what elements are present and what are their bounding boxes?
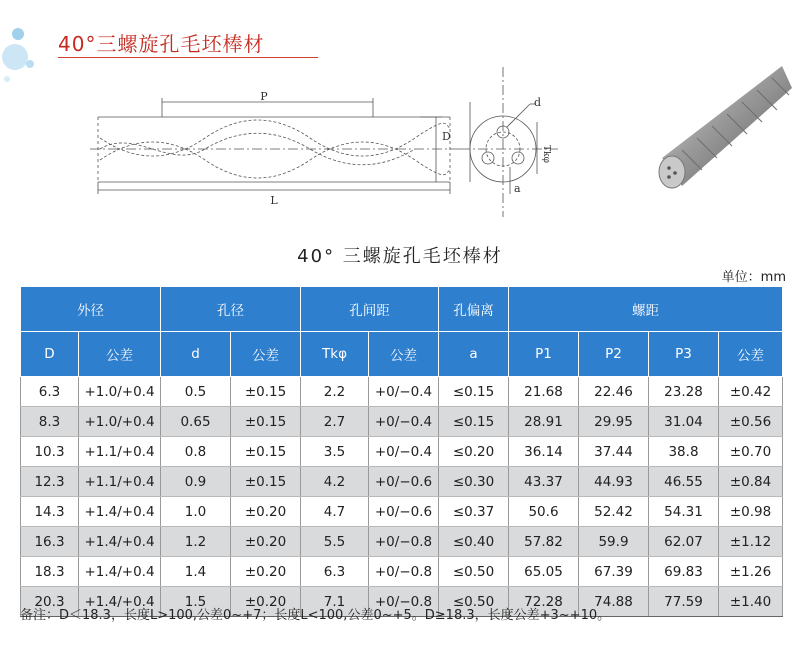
column-header: P1 [509, 332, 579, 377]
subheader-row [21, 332, 783, 377]
table-cell: ±1.12 [719, 527, 783, 557]
table-cell: ±0.98 [719, 497, 783, 527]
table-cell: 77.59 [649, 587, 719, 617]
technical-drawing [90, 62, 560, 222]
spec-table [20, 286, 783, 617]
table-cell: ≤0.37 [439, 497, 509, 527]
table-cell: 38.8 [649, 437, 719, 467]
table-cell: +0/−0.6 [369, 497, 439, 527]
table-cell: 2.7 [301, 407, 369, 437]
table-cell: 57.82 [509, 527, 579, 557]
table-cell: 0.5 [161, 377, 231, 407]
table-cell: +1.4/+0.4 [79, 497, 161, 527]
column-header: a [439, 332, 509, 377]
column-header: 公差 [231, 332, 301, 377]
table-cell: 6.3 [301, 557, 369, 587]
table-cell: 21.68 [509, 377, 579, 407]
table-cell: 20.3 [21, 587, 79, 617]
table-cell: ±1.26 [719, 557, 783, 587]
table-cell: 62.07 [649, 527, 719, 557]
unit-label: 单位：mm [721, 270, 786, 285]
table-cell: +1.0/+0.4 [79, 407, 161, 437]
table-cell: ±1.40 [719, 587, 783, 617]
group-header-hole-spacing: 孔间距 [301, 287, 439, 332]
table-cell: +1.1/+0.4 [79, 467, 161, 497]
table-cell: ≤0.15 [439, 377, 509, 407]
column-header: 公差 [719, 332, 783, 377]
decor-bubble-tiny [4, 76, 10, 82]
table-cell: ≤0.50 [439, 557, 509, 587]
column-header: D [21, 332, 79, 377]
dim-label-l: L [270, 194, 278, 207]
table-cell: 4.7 [301, 497, 369, 527]
table-cell: 23.28 [649, 377, 719, 407]
table-cell: ±0.20 [231, 587, 301, 617]
table-body [21, 377, 783, 617]
table-row [21, 497, 783, 527]
table-cell: 0.8 [161, 437, 231, 467]
table-cell: 65.05 [509, 557, 579, 587]
table-cell: ±0.15 [231, 407, 301, 437]
table-cell: 67.39 [579, 557, 649, 587]
table-title: 40° 三螺旋孔毛坯棒材 [297, 246, 503, 267]
table-cell: ≤0.30 [439, 467, 509, 497]
table-row [21, 377, 783, 407]
table-cell: ±0.20 [231, 497, 301, 527]
table-row [21, 467, 783, 497]
table-cell: 0.9 [161, 467, 231, 497]
page-title: 40°三螺旋孔毛坯棒材 [58, 32, 265, 56]
column-header: P2 [579, 332, 649, 377]
table-cell: 5.5 [301, 527, 369, 557]
table-cell: 54.31 [649, 497, 719, 527]
table-cell: 31.04 [649, 407, 719, 437]
table-cell: ±0.15 [231, 377, 301, 407]
table-cell: 43.37 [509, 467, 579, 497]
group-header-outer-diameter: 外径 [21, 287, 161, 332]
group-header-pitch: 螺距 [509, 287, 783, 332]
table-row [21, 557, 783, 587]
footnote: 备注：D＜18.3，长度L>100,公差0~+7；长度L<100,公差0~+5。D≥18.3，长度公差+3~+10。 [20, 608, 611, 623]
table-cell: ±0.20 [231, 557, 301, 587]
table-cell: 7.1 [301, 587, 369, 617]
decor-bubble-large [2, 44, 28, 70]
table-cell: 10.3 [21, 437, 79, 467]
table-cell: 59.9 [579, 527, 649, 557]
dim-label-d-small: d [534, 96, 542, 109]
table-cell: 36.14 [509, 437, 579, 467]
group-header-hole-offset: 孔偏离 [439, 287, 509, 332]
dim-label-p: P [260, 90, 268, 103]
table-cell: 52.42 [579, 497, 649, 527]
table-cell: 2.2 [301, 377, 369, 407]
table-cell: +1.1/+0.4 [79, 437, 161, 467]
column-header: P3 [649, 332, 719, 377]
table-cell: 14.3 [21, 497, 79, 527]
table-cell: 6.3 [21, 377, 79, 407]
title-underline [58, 57, 318, 58]
dim-label-d-outer: D [442, 130, 451, 143]
column-header: 公差 [369, 332, 439, 377]
decor-bubble-small [26, 60, 34, 68]
table-cell: 8.3 [21, 407, 79, 437]
table-cell: 12.3 [21, 467, 79, 497]
table-cell: ≤0.40 [439, 527, 509, 557]
table-cell: ±0.84 [719, 467, 783, 497]
table-cell: 3.5 [301, 437, 369, 467]
column-header: d [161, 332, 231, 377]
dim-label-a: a [514, 182, 521, 195]
column-header: Tkφ [301, 332, 369, 377]
table-cell: ±0.56 [719, 407, 783, 437]
table-cell: 44.93 [579, 467, 649, 497]
table-cell: ≤0.20 [439, 437, 509, 467]
table-cell: ≤0.50 [439, 587, 509, 617]
table-cell: 69.83 [649, 557, 719, 587]
table-cell: ±0.42 [719, 377, 783, 407]
table-cell: +0/−0.4 [369, 377, 439, 407]
table-cell: 72.28 [509, 587, 579, 617]
table-row [21, 407, 783, 437]
table-cell: 74.88 [579, 587, 649, 617]
table-cell: ±0.70 [719, 437, 783, 467]
table-cell: +0/−0.8 [369, 527, 439, 557]
rod-illustration [642, 58, 792, 198]
table-cell: ±0.15 [231, 437, 301, 467]
table-cell: +1.4/+0.4 [79, 557, 161, 587]
table-cell: +1.4/+0.4 [79, 527, 161, 557]
table-cell: 28.91 [509, 407, 579, 437]
table-cell: +1.4/+0.4 [79, 587, 161, 617]
table-cell: 16.3 [21, 527, 79, 557]
table-cell: 1.5 [161, 587, 231, 617]
table-row [21, 527, 783, 557]
group-header-hole-diameter: 孔径 [161, 287, 301, 332]
table-row [21, 437, 783, 467]
group-header-row [21, 287, 783, 332]
table-cell: 50.6 [509, 497, 579, 527]
table-cell: 37.44 [579, 437, 649, 467]
table-cell: 1.4 [161, 557, 231, 587]
table-cell: +1.0/+0.4 [79, 377, 161, 407]
table-cell: +0/−0.6 [369, 467, 439, 497]
table-cell: 1.0 [161, 497, 231, 527]
table-cell: ±0.20 [231, 527, 301, 557]
table-cell: 22.46 [579, 377, 649, 407]
table-cell: +0/−0.8 [369, 557, 439, 587]
table-cell: 1.2 [161, 527, 231, 557]
table-cell: 0.65 [161, 407, 231, 437]
table-cell: ≤0.15 [439, 407, 509, 437]
table-cell: +0/−0.4 [369, 407, 439, 437]
table-cell: 18.3 [21, 557, 79, 587]
table-cell: +0/−0.4 [369, 437, 439, 467]
column-header: 公差 [79, 332, 161, 377]
table-cell: ±0.15 [231, 467, 301, 497]
decor-bubble-medium [12, 28, 24, 40]
table-cell: 4.2 [301, 467, 369, 497]
table-cell: +0/−0.8 [369, 587, 439, 617]
table-cell: 29.95 [579, 407, 649, 437]
dim-label-tk: Tkφ [541, 145, 551, 163]
table-cell: 46.55 [649, 467, 719, 497]
